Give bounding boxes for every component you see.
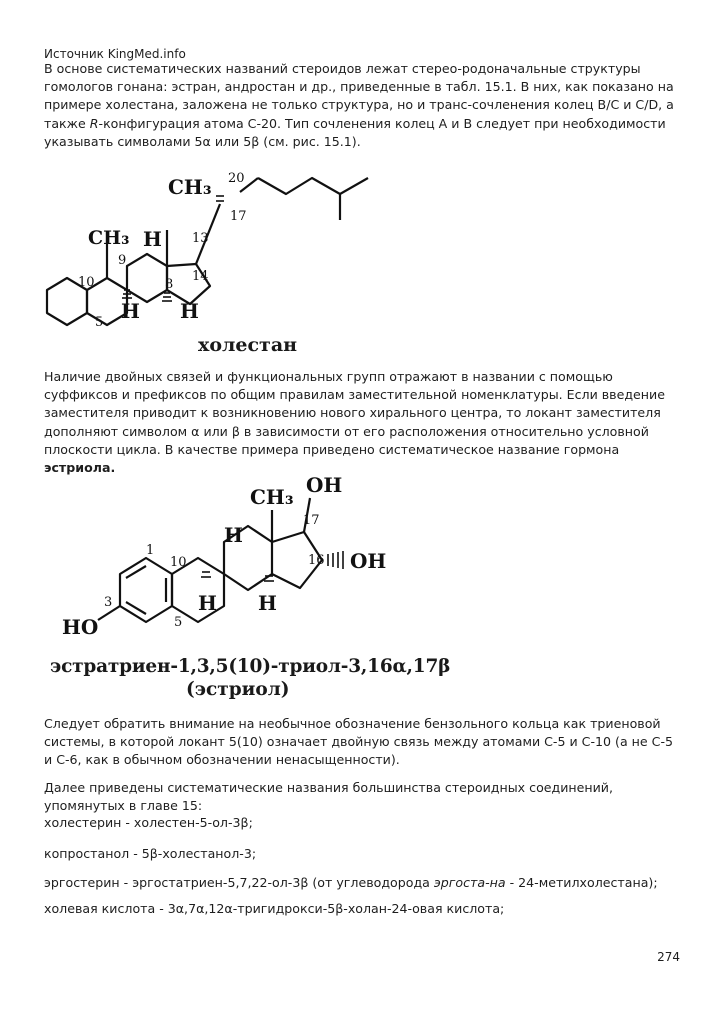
h-14-label: H xyxy=(180,299,199,323)
h-top-label: H xyxy=(224,523,243,547)
c10-locant: 10 xyxy=(170,555,187,570)
c17-locant: 17 xyxy=(230,209,247,224)
c5-locant: 5 xyxy=(174,615,183,630)
h-top-label: H xyxy=(143,227,162,251)
c1-locant: 1 xyxy=(146,543,155,558)
c5-locant: 5 xyxy=(95,315,104,330)
c17-locant: 17 xyxy=(303,513,320,528)
list-item: копростанол - 5β-холестанол-3; xyxy=(44,846,257,861)
ring-a-aromatic xyxy=(120,558,172,622)
h-9-label: H xyxy=(198,591,217,615)
list-item: холевая кислота - 3α,7α,12α-тригидрокси-5β-холан-24-овая кислота; xyxy=(44,901,505,916)
source-header: Источник KingMed.info xyxy=(44,47,186,61)
ch3-label: CH₃ xyxy=(250,485,294,509)
estriol-caption-trivial: (эстриол) xyxy=(186,679,290,700)
list-item: эргостерин - эргостатриен-5,7,22-ол-3β (от углеводорода эргоста-на - 24-метилхолестана); xyxy=(44,875,658,890)
ch3-left-label: CH₃ xyxy=(88,227,130,249)
page-number: 274 xyxy=(657,950,680,964)
c20-locant: 20 xyxy=(228,171,245,186)
c14-locant: 14 xyxy=(192,269,209,284)
paragraph-nomenclature: Наличие двойных связей и функциональных групп отражают в названии с помощью суффиксов и префиксов по общим правилам заместительной номенклатуры. Если введение заместителя приводит к возникновению нового хирального центра, то локант заместителя дополняют символом α или β в зависимости от его расположения относительно условной плоскости цикла. В качестве примера приведено систематическое название гормона эстриола. xyxy=(44,369,665,476)
ho-3-label: HO xyxy=(62,615,99,639)
list-item: холестерин - холестен-5-ол-3β; xyxy=(44,815,253,830)
ring-c xyxy=(127,254,167,302)
estriol-structure xyxy=(60,470,420,650)
paragraph-intro: В основе систематических названий стероидов лежат стерео-родоначальные структуры гомологов гонана: эстран, андростан и др., приведенные в табл. 15.1. В них, как показано на примере холестана, заложена не только структура, но и транс-сочленения колец B/C и C/D, а также R-конфигурация атома С-20. Тип сочленения колец А и В следует при необходимости указывать символами 5α или 5β (см. рис. 15.1). xyxy=(44,61,674,149)
c10-locant: 10 xyxy=(78,275,95,290)
h-9-label: H xyxy=(121,299,140,323)
cholestane-caption: холестан xyxy=(198,334,298,356)
c13-locant: 13 xyxy=(192,231,209,246)
paragraph-list-intro: Далее приведены систематические названия большинства стероидных соединений, упомянутых в главе 15: xyxy=(44,780,614,814)
oh-16-label: OH xyxy=(350,549,387,573)
c3-locant: 3 xyxy=(104,595,113,610)
oh-17-label: OH xyxy=(306,473,343,497)
ch3-top-label: CH₃ xyxy=(168,175,212,199)
c16-locant: 16 xyxy=(308,553,325,568)
estriol-caption-name: эстратриен-1,3,5(10)-триол-3,16α,17β xyxy=(50,656,451,677)
c9-locant: 9 xyxy=(118,253,127,268)
paragraph-benzene-note: Следует обратить внимание на необычное обозначение бензольного кольца как триеновой системы, в которой локант 5(10) означает двойную связь между атомами С-5 и С-10 (а не С-5 и С-6, как в обычном обозначении ненасыщенности). xyxy=(44,716,674,768)
h-14-label: H xyxy=(258,591,277,615)
cholestane-structure xyxy=(40,158,400,338)
c8-locant: 8 xyxy=(165,277,174,292)
